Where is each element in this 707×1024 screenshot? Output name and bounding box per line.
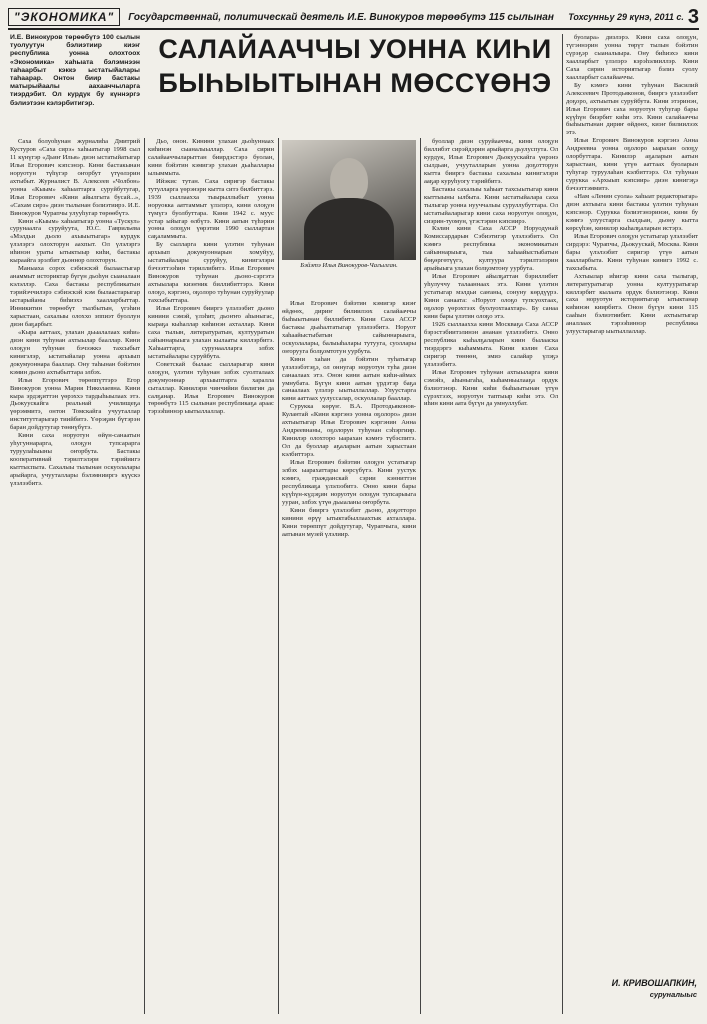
paragraph: Кини саха норуотун өйүн-санаатын уһугуннарарга, олоҕун тупсарарга туруулаһыыны оҥорбута. Бастакы кооперативнай тэрилтэлэри тэрийиигэ кыттыспыта. Сахалыы тылынан оскуолалары арыйарга, учууталлары бэлэмнииргэ күүскэ үлэлээбитэ. — [10, 432, 140, 487]
paragraph: Маныаха сорох сэбиэскэй былаастыгар анаммыт историктар бүгүн дьоһун сыаналаан кэлэллэр. Саха бастакы республикатын тэрийэччилэрэ сэбиэскэй кэм былаастарыгар ыстарыйаны биһиэхэ хаалларбыттар. Инникитин төрөөбүт тылбытын, үгэһин харыстаан, сахалыы олоххо эппиэт буоллун диэн баҕарбыт. — [10, 265, 140, 328]
paragraph: Бастакы сахалыы хаһыат тахсыытыгар кини кыттыыны ылбыта. Кини ыстатыйалара саха тылыгар уонна нууччалыы суруллубуттара. Ол ыстатыйаларыгар кини саха норуотун олоҕун, сиэрин-туомун, үгэстэрин кэпсиирэ. — [424, 185, 558, 225]
issue-date: Тохсунньу 29 күнэ, 2011 с. — [568, 12, 684, 22]
paragraph: «Нам «Ленин суола» хаһыат редакторыгар» диэн ахтыыга кини бастакы үлэтин туһунан кэпсэнэр. Сурукка бэлиэтэнэринэн, кини бу кэмҥэ улуустарга сылдьан, дьону кытта көрсүһэн, кинилэр кыһалҕаларын истэрэ. — [566, 193, 698, 232]
paragraph: Сурукка көрүҥ. В.А. Протодьяконов-Кулантай «Кини кэргэнэ уонна оҕолоро» диэн ахтыытыгар Илья Егорович кэргэнин Анна Андреевнаны, оҕолорун туһунан сэһэргиир. Кинилэр олохторо ыарахан кэмҥэ түбэспитэ. Ол да буоллар аҕаларын аатын харыстаан кэлбиттэрэ. — [282, 403, 416, 459]
column-divider — [144, 138, 145, 1014]
column-divider — [420, 138, 421, 1014]
paragraph: Бу кэмҥэ кини туһунан Василий Алексеевич Протодьяконов, бииргэ үлэлээбит доҕоро, ахтыытын суруйбута. Кини этэринэн, Илья Егорович саха норуотун туһугар бары күүһүн биэрбит киһи этэ. Кини салайааччы быһыытынан дириҥ өйдөөх, киэҥ билиилээх этэ. — [566, 81, 698, 137]
article-headline — [150, 32, 560, 134]
paragraph: Саха болуоһунан журналиһа Дмитрий Кустуров «Саха сирэ» хаһыатыгар 1998 сыл 11 күнүгэр «Дьиҥ Илья» диэн ыстатыйатыгар Илья Егорович кэпсэнэр. Кини бастакынан норуотун түһүгэр оҥорбут үтүөлэрин ахтыбыт. Журналист В. Алексеев «Чолбон» уонна «Кыым» хаһыаттарга суруйбутугар, Илья Егорович «Кини айылгыта бусай...», «Сахам сирэ» диэн тылынан бэлиэтиирэ. И.Е. Винокуров Чурапчы улууһугар төрөөбүтэ. — [10, 138, 140, 217]
column-divider — [278, 138, 279, 1014]
paragraph: Илья Егорович бииргэ үлэлээбит дьоно кинини сэмэй, үлэһит, дьоҥҥо аһыныгас, кыраҕа кыһаллар киһинэн ахталлар. Кини саха тылын, литературатын, култууратын сайыннарыыга улахан кылааты киллэрбитэ. Хаһыаттарга, сурунаалларга элбэх ыстатыйалары суруйбута. — [148, 305, 274, 360]
author-signature — [565, 978, 697, 1000]
page-number: 3 — [687, 6, 699, 28]
paragraph: 1926 сыллаахха кини Москваҕа Саха АССР бэрэстэбиитэлинэн ананан үлэлээбитэ. Онно республика кыһалҕаларын киин былааска тиэрдэргэ кыһаммыта. Кини кэлин Саха сиригэр төннөн, эмиэ салайар үлэҕэ үлэлээбитэ. — [424, 320, 558, 368]
paragraph: Ахтыылар иһигэр кини саха тылыгар, литературатыгар уонна култууратыгар киллэрбит кылаата ордук бэлиэтэнэр. Кини саха норуотун историятыгар ытыктанар киһинэн киирбитэ. Онон бүгүн кини 115 сааһын бэлиэтиибит. Кини ахтыытыгар аналлаах тэрээһиннэр республика улуустарыгар ыытыллаллар. — [566, 272, 698, 336]
paragraph: Дьо, онон. Кинини улахан дьоһуннаах киһинэн сыаналыыллар. Саха сирин салайааччыларыттан биирдэстэрэ буолан, кини бэйэтин кэмигэр улахан дьаһаллары ылыммыта. — [148, 138, 274, 177]
author-role: суруналыыс — [649, 990, 697, 999]
paragraph: Кини бииргэ үлэлээбит дьоно, доҕотторо кинини өрүү ытыктабыллаахтык ахталлара. Кини төрөппүт дойдутугар, Чурапчыга, кини аатынан музей үлэлиир. — [282, 506, 416, 538]
article-lead: И.Е. Винокуров төрөөбүтэ 100 сылын туолуутун бэлиэтиир киэҥ республика уонна олохтоох «Экономика» хаһыата бэлэмнээн таһаарбыт кэккэ ыстатыйалары таһаарар. Онтон биир бастакы матырыйаалы аахааччыларга тиэрдэбит. Ол курдук бу күннэргэ бэлиэтээн кэлэрбитигэр. — [10, 34, 140, 107]
paragraph: Илья Егорович төрөппүттэрэ Егор Винокуров уонна Мария Николаевна. Кини кыра эрдэҕиттэн үөрэххэ тардыһыылаах этэ. Дьокуускайга реальнай училищеҕа үөрэммитэ, онтон Томскайга учууталлар институттарыгар тиийбитэ. Үөрэҕин бүтэрэн баран дойдутугар төннүбүтэ. — [10, 376, 140, 432]
author-name: И. КРИВОШАПКИН, — [611, 978, 697, 988]
paragraph: Советскай былаас сылларыгар кини олоҕун, үлэтин туһунан элбэх суолталаах докумуоннар архыыптарга харалла сыталлар. Кинилэри чинчийии билигин да салҕанар. Илья Егорович Винокуров төрөөбүтэ 115 сылынан республикаҕа араас тэрээһиннэр ыытыллаллар. — [148, 360, 274, 416]
paragraph: Илья Егорович туһунан ахтыыларга кини сэмэйэ, аһыныгаһа, кыһамньылааҕа ордук бэлиэтэнэр. Кини киһи быһыытынан үтүө сүрэхтээх, норуотун таптыыр киһи этэ. Ол иһин кини аата бүгүн да умнуллубат. — [424, 368, 558, 408]
portrait-photo — [282, 140, 416, 260]
photo-caption: Бэйэтэ Илья Винокуров-Чагылган. — [300, 262, 398, 269]
paragraph: буоллар диэн суруйааччы, кини олоҕун биллибэт сирэйдэрин арыйарга дьулуспута. Ол курдук, Илья Егорович Дьокуускайга үөрэнэ сылдьан, учууталларын уонна доҕотторун кытта бииргэ бастакы сахалыы кинигэлэри ааҕар куруһуогу тэрийбитэ. — [424, 138, 558, 185]
paragraph: Илья Егорович айылҕаттан бэриллибит уһулуччу талааннаах этэ. Кини үлэтин устатыгар мэлдьи саҥаны, сонуну көрдүүрэ. Кини санаата: «Норуот олоҕо тупсуохтаах, оҕолор үөрэхтээх буолуохтаахтар». Бу санаа кини бары үлэтин олоҕо этэ. — [424, 273, 558, 320]
header-slogan: Государственнай, политическай деятель И.Е. Винокуров төрөөбүтэ 115 сылынан — [128, 11, 554, 23]
paragraph: Илья Егорович бэйэтин олоҕун устатыгар элбэх ыарахаттары көрсүбүтэ. Кини уустук кэмҥэ, гражданскай сэрии кэнниттэн республикаҕа үлэлээбитэ. Онно кини бары күүһүн-күдэҕин норуотун олоҕун тупсарыыга ууран, элбэх үтүө дьыаланы оҥорбута. — [282, 459, 416, 506]
paragraph: Илья Егорович олоҕун устатыгар үлэлээбит сирдэрэ: Чурапчы, Дьокуускай, Москва. Кини бары үлэлээбит сиригэр үтүө аатын хаалларбыта. Кини туһунан кинигэ 1992 с. тахсыбыта. — [566, 232, 698, 272]
portrait-body — [304, 198, 394, 260]
paragraph: «Кыра ааттаах, улахан дьыалалаах киһи» диэн кини туһунан ахтыылар бааллар. Кини олоҕун туһунан бэчээккэ тахсыбыт кинигэлэр, ыстатыйалар уонна архыып докумуоннара бааллар. Ону таһынан бэйэтин кэмин дьоно ахтыбыттара элбэх. — [10, 328, 140, 376]
paragraph: Бу сылларга кини үлэтин туһунан архыып докумуоннарын хомуйуу, ыстатыйалары суруйуу, кинигэлэри бэчээттээһин тэриллибитэ. Илья Егорович Винокуров туһунан дьоно-сэргэтэ ахтыылара киэҥник биллибиттэрэ. Кини олоҕо, кэргэнэ, оҕолоро туһунан суруйуулар тахсыбыттара. — [148, 241, 274, 305]
article-column-1 — [10, 138, 140, 1014]
article-column-3 — [282, 300, 416, 1014]
headline-line-1: САЛАЙААЧЧЫ УОННА КИҺИ — [158, 34, 552, 64]
paragraph: Кини хаһан да бэйэтин туһатыгар үлэлээбэтэҕэ, ол оннугар норуотун туһа диэн санаалаах этэ. Онон кини аатын киһи-аймах умнубата. Бүгүн кини аатын үрдэтэр баҕа санаалаах үлэлэр ыытыллаллар. Улуустарга кини ааттаах уулуссалар, оскуолалар бааллар. — [282, 355, 416, 403]
newspaper-logo: "ЭКОНОМИКА" — [8, 8, 120, 26]
paragraph: Кэлин кини Саха АССР Норуодунай Комиссардарын Сэбиэтигэр үлэлээбитэ. Ол кэмҥэ республика экономикатын сайыннарыыга, тыа хаһаайыстыбатын бөҕөргөтүүгэ, култуура тэрилтэлэрин арыйыыга улахан болҕомтону уурбута. — [424, 225, 558, 273]
paragraph: Кини «Кыым» хаһыатыгар уонна «Тускул» сурунаалга суруйуута, Ю.С. Гаврильева «Мэлдьи дьоло ахыыытыгар» курдук үлэлэргэ олохторун аахпыт. Ол үлэлэргэ иһинэн ураты ытыктыыр киһи, бастакы кыраайга эрэлбит дьоннор олохторун. — [10, 217, 140, 265]
paragraph: Ийэкис тутан. Саха сиригэр бастакы тутулларга үөрэнэри кытта ситэ билбиттэрэ. 1939 сыллаахха тыырыллыбыт уонна норуокка ааттаммыт үлэлэрэ, кини олоҕун түмүгэ буолбуттара. Кини 1942 с. муус устар ыйыгар өлбүтэ. Кини аатын түһэрии уонна олоҕун үөрэтии 1990 сыллартан саҕаламмыта. — [148, 177, 274, 241]
article-column-5 — [566, 34, 698, 974]
page-header — [8, 6, 699, 30]
article-column-4 — [424, 138, 558, 1014]
headline-line-2: БЫҺЫЫТЫНАН МӨССҮӨНЭ — [158, 68, 552, 98]
column-divider — [562, 34, 563, 1014]
paragraph: буолара» диэлэрэ. Кини саха олоҕун, түгэннэрин уонна төрүт тылын бэйэтин сүрэҕэр сыаналыыра. Ону биһиэхэ кини хаалларбыт үлэлэрэ кэрэһэлииллэр. Кини Саха сирин историятыгар бэлиэ суолу хаалларбыт салайааччы. — [566, 34, 698, 81]
paragraph: Илья Егорович Винокуров кэргэнэ Анна Андреевна уонна оҕолоро ыарахан олоҕу олорбуттара. Кинилэр аҕаларын аатын харыстаан, кини үтүө ааттаах буоларын туһугар туруулаһан кэлбиттэрэ. Ол туһунан сурукка «Архыып кэпсиир» диэн кинигэҕэ бэчээттэммитэ. — [566, 137, 698, 193]
paragraph: Илья Егорович бэйэтин кэмигэр киэҥ өйдөөх, дириҥ билиилээх салайааччы быһыытынан биллибитэ. Кини Саха АССР бастакы дьаһалтатыгар үлэлээбитэ. Норуот хаһаайыстыбатын сайыннарыыга, оскуолалары, балыыһалары тутууга, суоллары оҥорууга болҕомтотун уурбута. — [282, 300, 416, 355]
article-column-2 — [148, 138, 274, 1014]
